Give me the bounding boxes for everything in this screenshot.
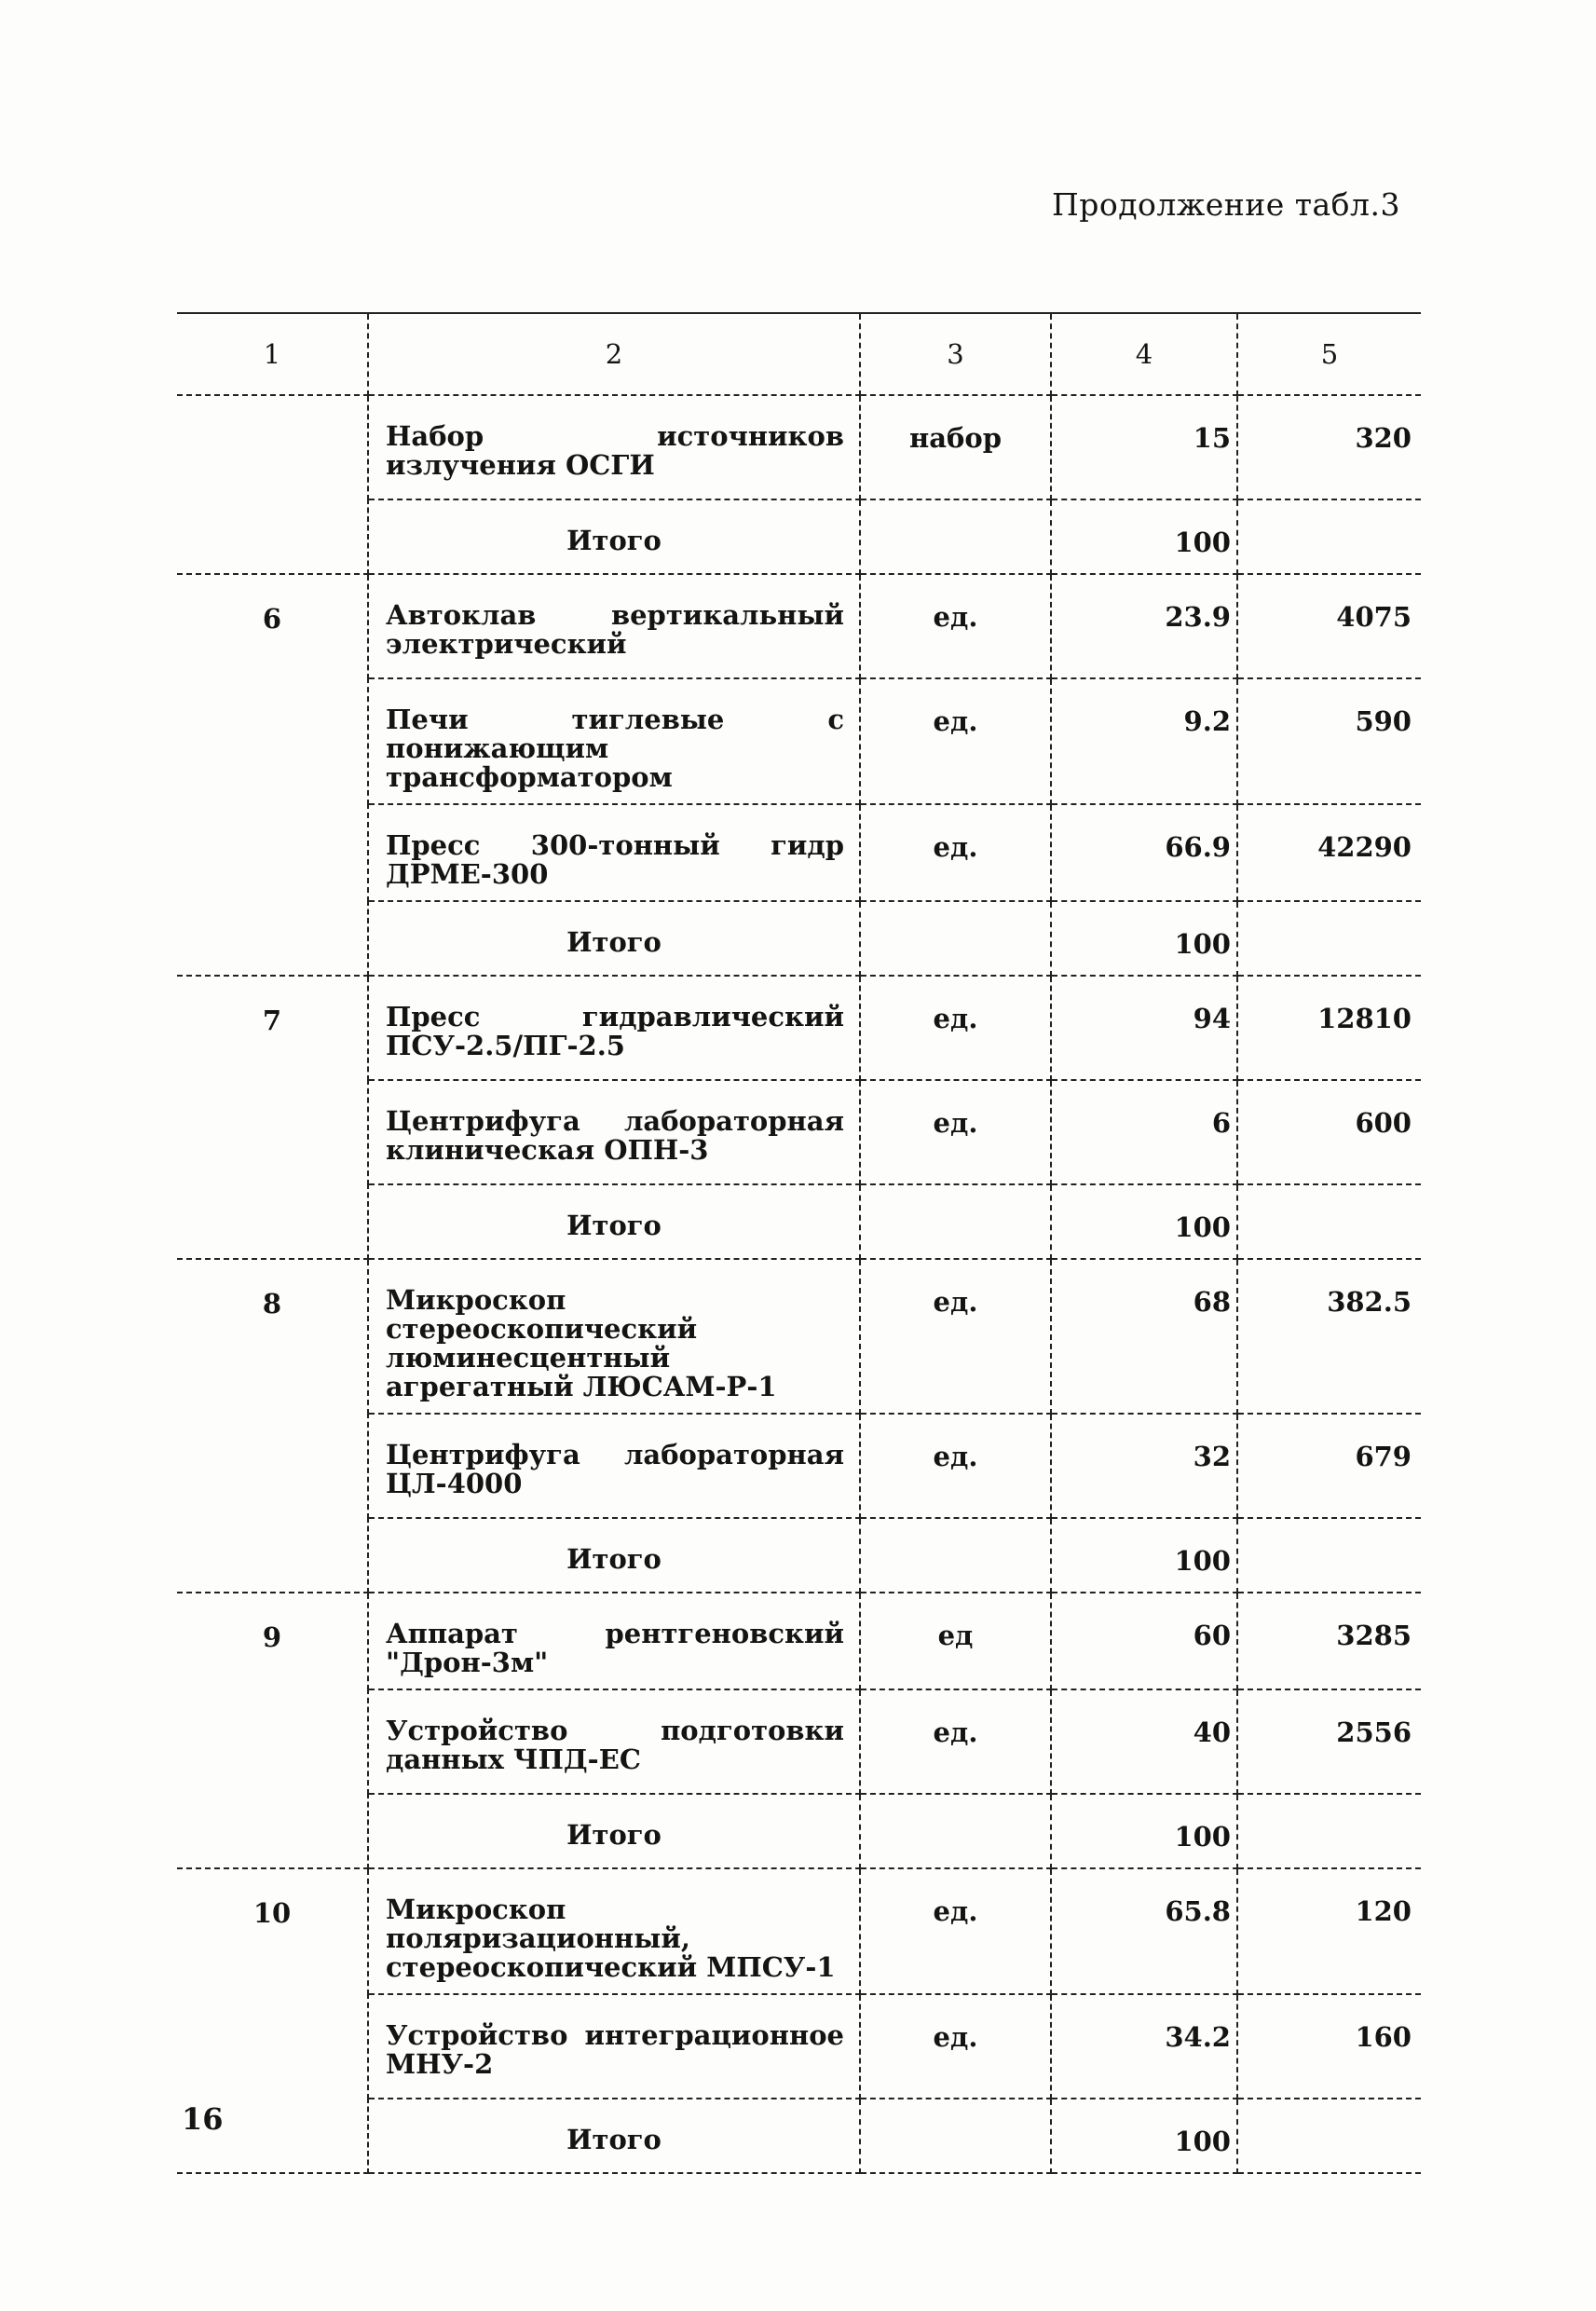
item-name: Центрифуга лабораторная ЦЛ-4000 — [368, 1414, 860, 1518]
item-unit: набор — [860, 395, 1051, 499]
total-value: 100 — [1051, 1184, 1237, 1259]
table-caption: Продолжение табл.3 — [1051, 186, 1400, 223]
item-name: Пресс 300-тонный гидр ДРМЕ-300 — [368, 804, 860, 901]
empty-cell — [1237, 1794, 1421, 1868]
item-name: Автоклав вертикальный электрический — [368, 574, 860, 678]
item-share: 65.8 — [1051, 1868, 1237, 1994]
item-unit: ед. — [860, 574, 1051, 678]
item-unit: ед — [860, 1593, 1051, 1689]
total-value: 100 — [1051, 901, 1237, 976]
item-unit: ед. — [860, 976, 1051, 1080]
item-unit: ед. — [860, 804, 1051, 901]
item-price: 120 — [1237, 1868, 1421, 1994]
column-header: 1 — [177, 313, 368, 395]
item-share: 40 — [1051, 1689, 1237, 1794]
item-share: 9.2 — [1051, 678, 1237, 804]
total-value: 100 — [1051, 499, 1237, 574]
group-number — [177, 395, 368, 574]
item-share: 32 — [1051, 1414, 1237, 1518]
group-number: 8 — [177, 1259, 368, 1593]
item-price: 3285 — [1237, 1593, 1421, 1689]
column-header: 3 — [860, 313, 1051, 395]
total-label: Итого — [368, 1794, 860, 1868]
total-label: Итого — [368, 499, 860, 574]
total-label: Итого — [368, 2099, 860, 2173]
total-value: 100 — [1051, 2099, 1237, 2173]
empty-cell — [860, 499, 1051, 574]
item-price: 320 — [1237, 395, 1421, 499]
item-price: 590 — [1237, 678, 1421, 804]
total-value: 100 — [1051, 1518, 1237, 1593]
item-unit: ед. — [860, 1994, 1051, 2099]
item-share: 6 — [1051, 1080, 1237, 1184]
total-label: Итого — [368, 1518, 860, 1593]
header-row — [177, 313, 1421, 395]
item-price: 382.5 — [1237, 1259, 1421, 1414]
item-unit: ед. — [860, 1259, 1051, 1414]
item-price: 4075 — [1237, 574, 1421, 678]
column-header: 4 — [1051, 313, 1237, 395]
table-row — [177, 1259, 1421, 1414]
empty-cell — [860, 1184, 1051, 1259]
item-name: Устройство интеграционное МНУ-2 — [368, 1994, 860, 2099]
empty-cell — [1237, 499, 1421, 574]
group-number: 10 — [177, 1868, 368, 2173]
item-unit: ед. — [860, 678, 1051, 804]
total-label: Итого — [368, 901, 860, 976]
item-name: Микроскоп стереоскопический люминесцентный агрегатный ЛЮСАМ-Р-1 — [368, 1259, 860, 1414]
item-name: Устройство подготовки данных ЧПД-ЕС — [368, 1689, 860, 1794]
group-number: 6 — [177, 574, 368, 976]
item-name: Микроскоп поляризационный, стереоскопический МПСУ-1 — [368, 1868, 860, 1994]
item-price: 160 — [1237, 1994, 1421, 2099]
table-row — [177, 395, 1421, 499]
item-unit: ед. — [860, 1414, 1051, 1518]
total-value: 100 — [1051, 1794, 1237, 1868]
item-share: 60 — [1051, 1593, 1237, 1689]
item-price: 12810 — [1237, 976, 1421, 1080]
page-number: 16 — [182, 2101, 224, 2137]
table-row — [177, 1593, 1421, 1689]
item-name: Набор источников излучения ОСГИ — [368, 395, 860, 499]
empty-cell — [1237, 1184, 1421, 1259]
empty-cell — [860, 1794, 1051, 1868]
item-price: 2556 — [1237, 1689, 1421, 1794]
empty-cell — [1237, 901, 1421, 976]
group-number: 9 — [177, 1593, 368, 1868]
total-label: Итого — [368, 1184, 860, 1259]
empty-cell — [860, 2099, 1051, 2173]
item-name: Пресс гидравлический ПСУ-2.5/ПГ-2.5 — [368, 976, 860, 1080]
item-unit: ед. — [860, 1080, 1051, 1184]
item-name: Печи тиглевые с понижающим трансформатором — [368, 678, 860, 804]
item-share: 94 — [1051, 976, 1237, 1080]
item-share: 66.9 — [1051, 804, 1237, 901]
empty-cell — [860, 1518, 1051, 1593]
item-name: Центрифуга лабораторная клиническая ОПН-3 — [368, 1080, 860, 1184]
item-price: 42290 — [1237, 804, 1421, 901]
empty-cell — [1237, 1518, 1421, 1593]
item-price: 679 — [1237, 1414, 1421, 1518]
column-header: 2 — [368, 313, 860, 395]
column-header: 5 — [1237, 313, 1421, 395]
item-unit: ед. — [860, 1868, 1051, 1994]
table-row — [177, 1868, 1421, 1994]
table-row — [177, 574, 1421, 678]
item-price: 600 — [1237, 1080, 1421, 1184]
table-row — [177, 976, 1421, 1080]
equipment-table — [177, 312, 1421, 2174]
item-unit: ед. — [860, 1689, 1051, 1794]
item-name: Аппарат рентгеновский "Дрон-3м" — [368, 1593, 860, 1689]
item-share: 34.2 — [1051, 1994, 1237, 2099]
empty-cell — [1237, 2099, 1421, 2173]
item-share: 68 — [1051, 1259, 1237, 1414]
group-number: 7 — [177, 976, 368, 1259]
empty-cell — [860, 901, 1051, 976]
item-share: 15 — [1051, 395, 1237, 499]
item-share: 23.9 — [1051, 574, 1237, 678]
